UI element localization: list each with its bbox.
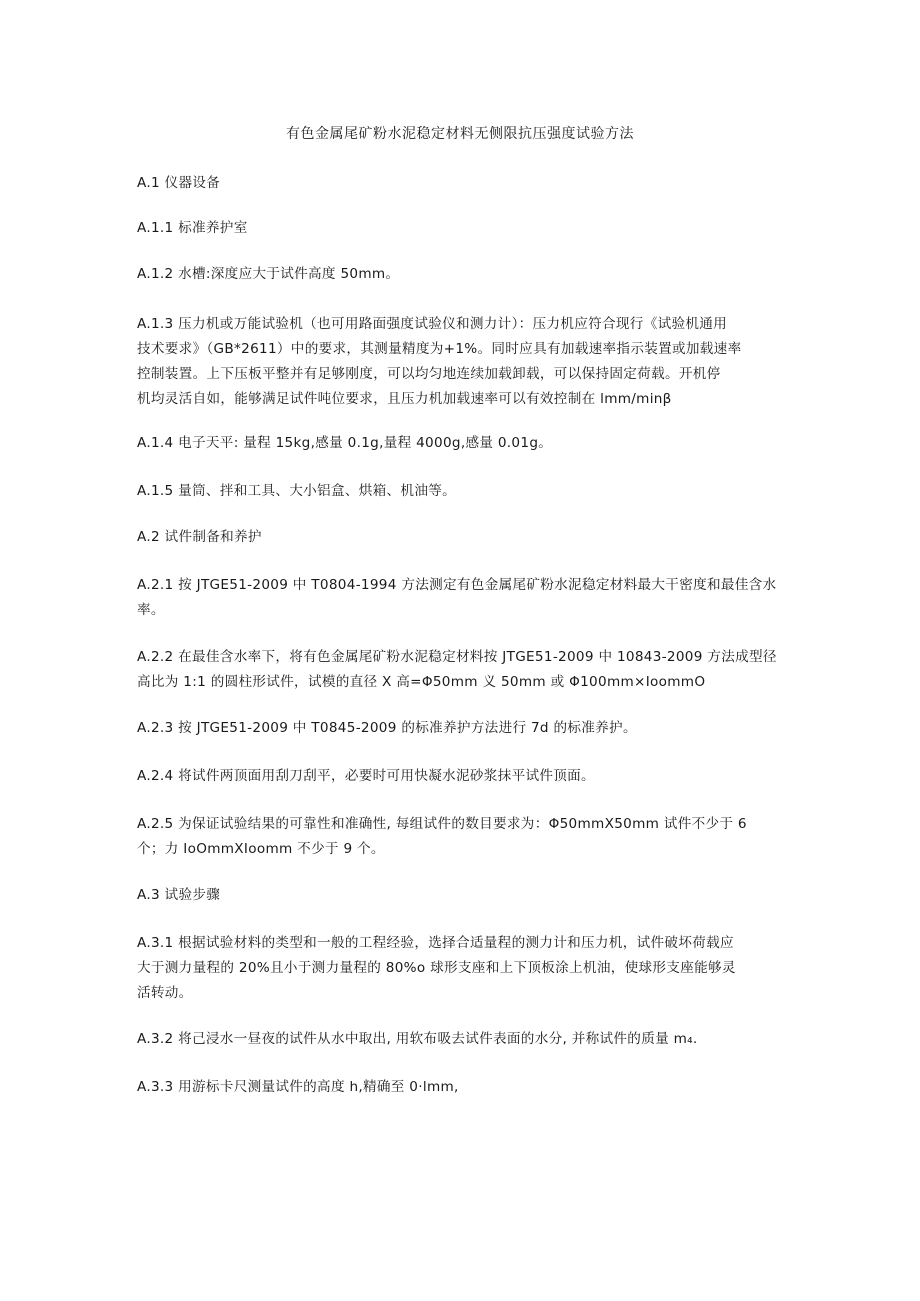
item-a1-2	[137, 263, 787, 286]
text-line: 活转动。	[137, 985, 193, 1001]
text-line: A.1.2 水槽:深度应大于试件高度 50mm。	[137, 266, 400, 282]
text-line: A.1.5 量筒、拌和工具、大小铝盒、烘箱、机油等。	[137, 483, 456, 499]
item-a3-1	[137, 932, 787, 1005]
text-line: A.1.4 电子天平: 量程 15kg,感量 0.1g,量程 4000g,感量 0.01g。	[137, 435, 553, 451]
text-line: 个；力 IoOmmXIoomm 不少于 9 个。	[137, 841, 385, 857]
text-line: A.2.4 将试件两顶面用刮刀刮平，必要时可用快凝水泥砂浆抹平试件顶面。	[137, 768, 595, 784]
text-line: A.1.1 标准养护室	[137, 220, 248, 236]
item-a1-1	[137, 217, 787, 240]
text-line: A.3.1 根据试验材料的类型和一般的工程经验，选择合适量程的测力计和压力机，试件破坏荷载应	[137, 935, 734, 951]
text-line: 大于测力量程的 20%且小于测力量程的 80%o 球形支座和上下顶板涂上机油，使球形支座能够灵	[137, 960, 736, 976]
item-a2-1	[137, 574, 787, 622]
item-a2-3	[137, 717, 787, 740]
text-line: A.2.1 按 JTGE51-2009 中 T0804-1994 方法测定有色金属尾矿粉水泥稳定材料最大干密度和最佳含水	[137, 577, 777, 593]
item-a1-3	[137, 313, 787, 413]
text-line: A.2.3 按 JTGE51-2009 中 T0845-2009 的标准养护方法进行 7d 的标准养护。	[137, 720, 637, 736]
text-line: A.2.5 为保证试验结果的可靠性和准确性, 每组试件的数目要求为：Φ50mmX50mm 试件不少于 6	[137, 816, 747, 832]
text-line: A.3.3 用游标卡尺测量试件的高度 h,精确至 0·lmm,	[137, 1079, 459, 1095]
text-line: 技术要求》（GB*2611）中的要求，其测量精度为+1%。同时应具有加载速率指示装置或加载速率	[137, 341, 742, 357]
item-a2-4	[137, 765, 787, 788]
item-a3-3	[137, 1076, 787, 1099]
text-line: 机均灵活自如，能够满足试件吨位要求，且压力机加载速率可以有效控制在 lmm/minβ	[137, 391, 672, 407]
text-line: A.2.2 在最佳含水率下，将有色金属尾矿粉水泥稳定材料按 JTGE51-2009 中 10843-2009 方法成型径	[137, 649, 777, 665]
section-heading-a1	[137, 172, 787, 195]
text-line: A.3.2 将己浸水一昼夜的试件从水中取出, 用软布吸去试件表面的水分, 并称试件的质量 m₄.	[137, 1031, 698, 1047]
text-line: 控制装置。上下压板平整并有足够刚度，可以均匀地连续加载卸载，可以保持固定荷载。开机停	[137, 366, 721, 382]
text-line: A.2 试件制备和养护	[137, 529, 262, 545]
item-a2-5	[137, 813, 787, 861]
text-line: A.1 仪器设备	[137, 175, 221, 191]
item-a1-5	[137, 480, 787, 503]
item-a1-4	[137, 432, 787, 455]
section-heading-a2	[137, 526, 787, 549]
item-a3-2	[137, 1028, 787, 1051]
text-line: A.3 试验步骤	[137, 887, 221, 903]
text-line: A.1.3 压力机或万能试验机（也可用路面强度试验仪和测力计）：压力机应符合现行《试验机通用	[137, 316, 728, 332]
item-a2-2	[137, 646, 787, 694]
text-line: 高比为 1:1 的圆柱形试件，试模的直径 X 高=Φ50mm 义 50mm 或 Φ100mm×IoommO	[137, 674, 706, 690]
section-heading-a3	[137, 884, 787, 907]
text-line: 率。	[137, 602, 165, 618]
document-title: 有色金属尾矿粉水泥稳定材料无侧限抗压强度试验方法	[286, 126, 634, 142]
